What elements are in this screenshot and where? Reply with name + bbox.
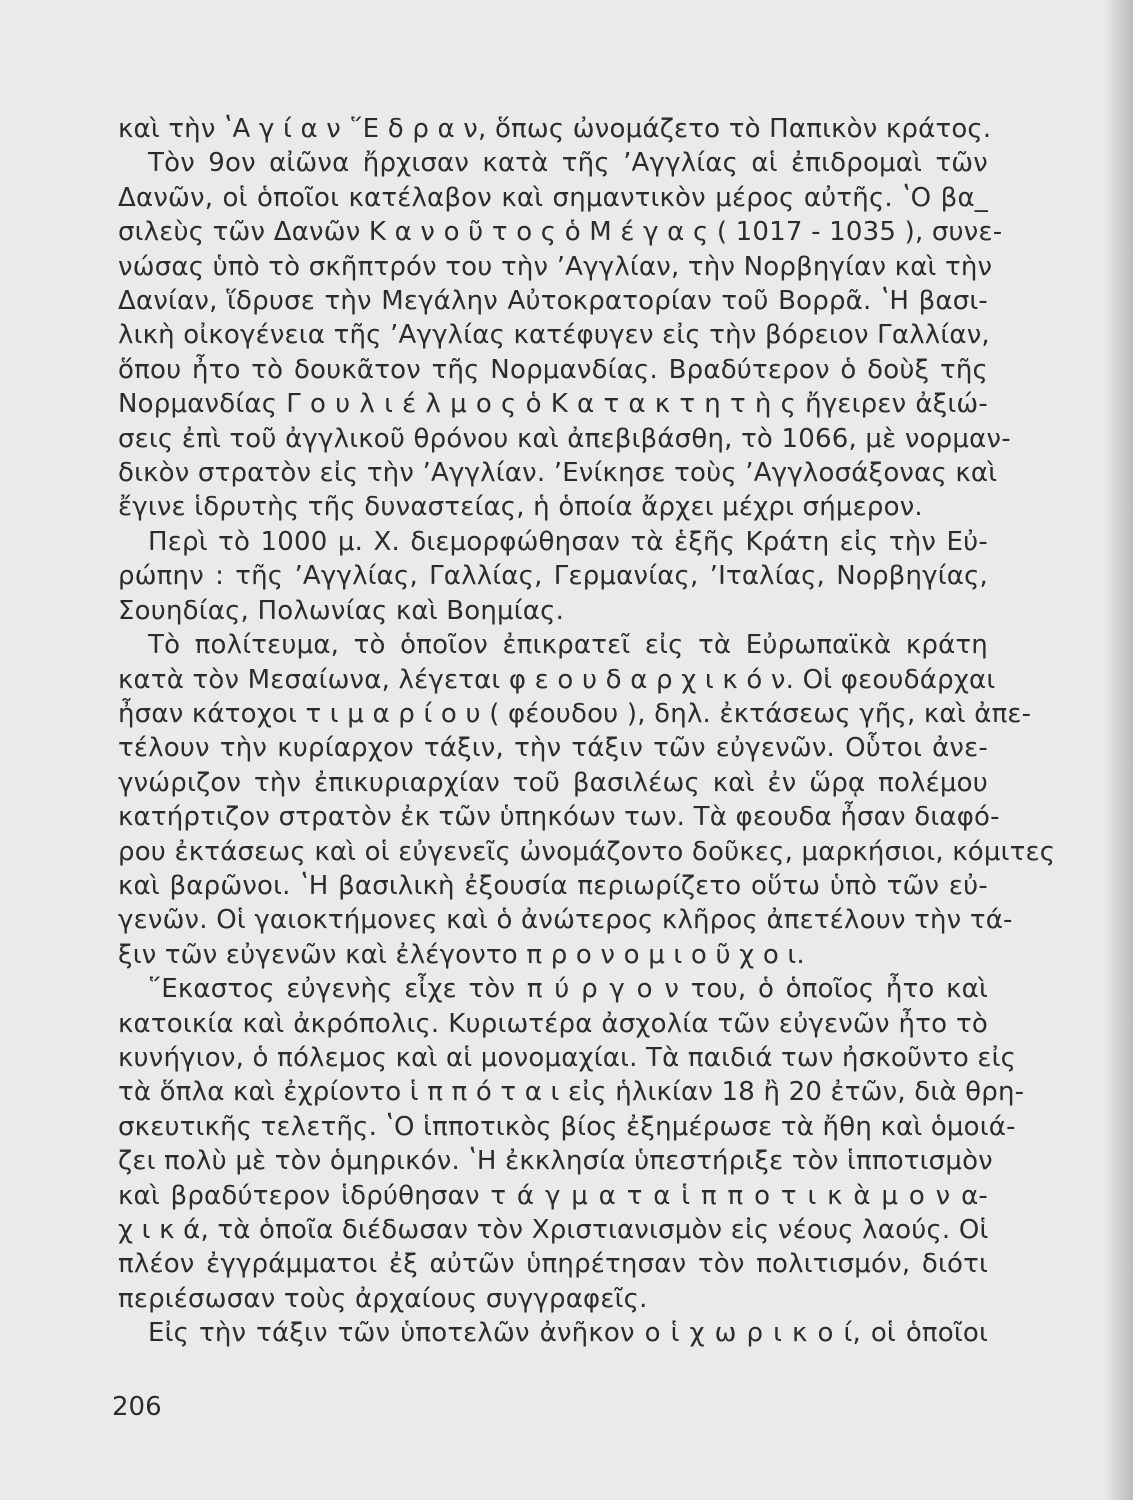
text-line: γενῶν. Οἱ γαιοκτήμονες καὶ ὁ ἀνώτερος κλῆρος ἀπετέλουν τὴν τά- <box>118 905 1013 936</box>
text-line: Τὸ πολίτευμα, τὸ ὁποῖον ἐπικρατεῖ εἰς τὰ Εὐρωπαϊκὰ κράτη <box>148 630 988 661</box>
text-line: τὰ ὅπλα καὶ ἐχρίοντο ἱ π π ό τ α ι εἰς ἡλικίαν 18 ἢ 20 ἐτῶν, διὰ θρη- <box>118 1077 1025 1108</box>
text-line: ρου ἐκτάσεως καὶ οἱ εὐγενεῖς ὠνομάζοντο δοῦκες, μαρκήσιοι, κόμιτες <box>118 836 1056 867</box>
body-text <box>118 112 1056 1351</box>
text-line: ἦσαν κάτοχοι τ ι μ α ρ ί ο υ ( φέουδου ), δηλ. ἐκτάσεως γῆς, καὶ ἀπε- <box>118 698 1032 729</box>
text-line: κατὰ τὸν Μεσαίωνα, λέγεται φ ε ο υ δ α ρ χ ι κ ό ν. Οἱ φεουδάρχαι <box>118 664 996 695</box>
text-line: κατοικία καὶ ἀκρόπολις. Κυριωτέρα ἀσχολία τῶν εὐγενῶν ἦτο τὸ <box>118 1008 988 1039</box>
text-line: ζει πολὺ μὲ τὸν ὁμηρικόν. ʽΗ ἐκκλησία ὑπεστήριξε τὸν ἱπποτισμὸν <box>118 1146 993 1177</box>
text-line: Σουηδίας, Πολωνίας καὶ Βοημίας. <box>118 595 565 626</box>
text-line: πλέον ἐγγράμματοι ἐξ αὐτῶν ὑπηρέτησαν τὸν πολιτισμόν, διότι <box>118 1249 988 1280</box>
text-line: καὶ βαρῶνοι. ʽΗ βασιλικὴ ἐξουσία περιωρίζετο οὕτω ὑπὸ τῶν εὐ- <box>118 870 988 901</box>
text-line: Δανίαν, ἵδρυσε τὴν Μεγάλην Αὐτοκρατορίαν τοῦ Βορρᾶ. ʽΗ βασι- <box>118 286 988 317</box>
text-line: ρώπην : τῆς ʼΑγγλίας, Γαλλίας, Γερμανίας, ʼΙταλίας, Νορβηγίας, <box>118 561 988 592</box>
text-line: ξιν τῶν εὐγενῶν καὶ ἐλέγοντο π ρ ο ν ο μ ι ο ῦ χ ο ι. <box>118 939 805 970</box>
text-line: κατήρτιζον στρατὸν ἐκ τῶν ὑπηκόων των. Τὰ φεουδα ἦσαν διαφό- <box>118 802 1000 833</box>
text-line: γνώριζον τὴν ἐπικυριαρχίαν τοῦ βασιλέως καὶ ἐν ὥρᾳ πολέμου <box>118 767 988 798</box>
text-line: νώσας ὑπὸ τὸ σκῆπτρόν του τὴν ʼΑγγλίαν, τὴν Νορβηγίαν καὶ τὴν <box>118 251 993 282</box>
text-line: ὅπου ἦτο τὸ δουκᾶτον τῆς Νορμανδίας. Βραδύτερον ὁ δοὺξ τῆς <box>118 354 988 385</box>
text-line: Τὸν 9ον αἰῶνα ἤρχισαν κατὰ τῆς ʼΑγγλίας αἱ ἐπιδρομαὶ τῶν <box>148 148 988 179</box>
text-line: λικὴ οἰκογένεια τῆς ʼΑγγλίας κατέφυγεν εἰς τὴν βόρειον Γαλλίαν, <box>118 320 990 351</box>
text-line: καὶ βραδύτερον ἱδρύθησαν τ ά γ μ α τ α ἱ π π ο τ ι κ ὰ μ ο ν α- <box>118 1180 988 1211</box>
text-line: Νορμανδίας Γ ο υ λ ι έ λ μ ο ς ὁ Κ α τ α κ τ η τ ὴ ς ἤγειρεν ἀξιώ- <box>118 389 988 420</box>
text-line: ῞Εκαστος εὐγενὴς εἶχε τὸν π ύ ρ γ ο ν του, ὁ ὁποῖος ἦτο καὶ <box>148 974 988 1005</box>
text-line: δικὸν στρατὸν εἰς τὴν ʼΑγγλίαν. ʼΕνίκησε τοὺς ʼΑγγλοσάξονας καὶ <box>118 458 998 489</box>
text-line: σκευτικῆς τελετῆς. ʽΟ ἱπποτικὸς βίος ἐξημέρωσε τὰ ἤθη καὶ ὁμοιά- <box>118 1111 1016 1142</box>
text-line: περιέσωσαν τοὺς ἀρχαίους συγγραφεῖς. <box>118 1283 648 1314</box>
page-number: 206 <box>112 1392 162 1422</box>
text-line: καὶ τὴν ʽΑ γ ί α ν ῞Ε δ ρ α ν, ὅπως ὠνομάζετο τὸ Παπικὸν κράτος. <box>118 114 992 144</box>
text-line: σιλεὺς τῶν Δανῶν Κ α ν ο ῦ τ ο ς ὁ Μ έ γ α ς ( 1017 - 1035 ), συνε- <box>118 217 1003 248</box>
text-line: Εἰς τὴν τάξιν τῶν ὑποτελῶν ἀνῆκον ο ἱ χ ω ρ ι κ ο ί, οἱ ὁποῖοι <box>148 1318 988 1349</box>
text-line: σεις ἐπὶ τοῦ ἀγγλικοῦ θρόνου καὶ ἀπεβιβάσθη, τὸ 1066, μὲ νορμαν- <box>118 423 1011 454</box>
text-line: τέλουν τὴν κυρίαρχον τάξιν, τὴν τάξιν τῶν εὐγενῶν. Οὗτοι ἀνε- <box>118 733 988 764</box>
text-line: Δανῶν, οἱ ὁποῖοι κατέλαβον καὶ σημαντικὸν μέρος αὐτῆς. ʽΟ βα_ <box>118 182 988 213</box>
text-line: κυνήγιον, ὁ πόλεμος καὶ αἱ μονομαχίαι. Τὰ παιδιά των ἠσκοῦντο εἰς <box>118 1042 1017 1073</box>
text-line: Περὶ τὸ 1000 μ. Χ. διεμορφώθησαν τὰ ἑξῆς Κράτη εἰς τὴν Εὐ- <box>148 526 988 557</box>
text-line: χ ι κ ά, τὰ ὁποῖα διέδωσαν τὸν Χριστιανισμὸν εἰς νέους λαούς. Οἱ <box>118 1215 989 1245</box>
text-line: ἔγινε ἱδρυτὴς τῆς δυναστείας, ἡ ὁποία ἄρχει μέχρι σήμερον. <box>118 492 923 523</box>
scan-edge <box>1105 0 1133 1500</box>
